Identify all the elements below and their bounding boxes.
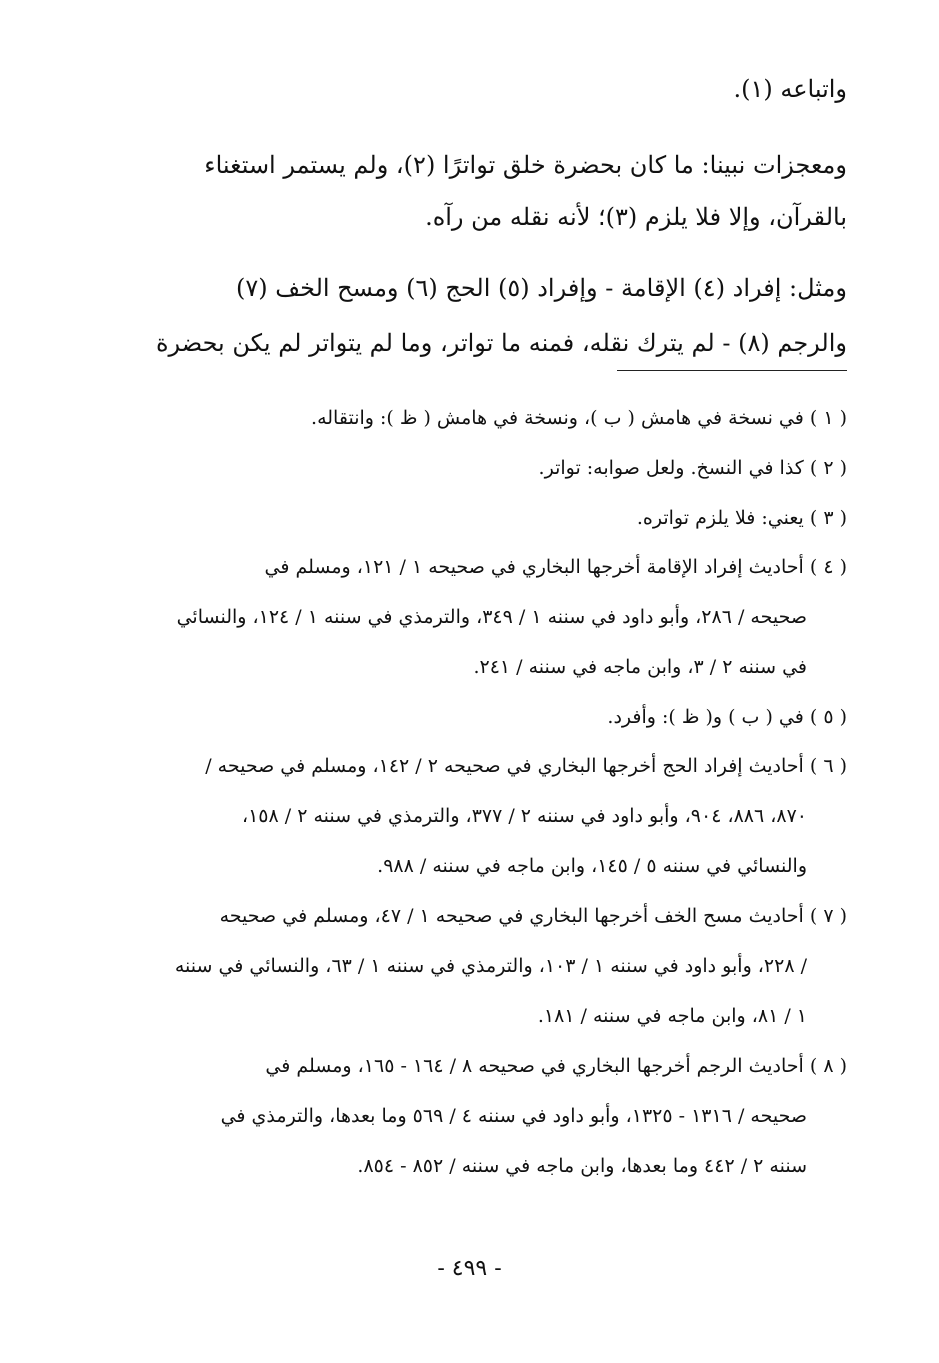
main-text-line: بالقرآن، وإلا فلا يلزم (٣)؛ لأنه نقله من رآه. [425, 203, 847, 231]
footnote-8-continuation: سننه ٢ / ٤٤٢ وما بعدها، وابن ماجه في سننه / ٨٥٢ - ٨٥٤. [357, 1155, 807, 1177]
main-text-line: واتباعه (١). [733, 75, 847, 103]
footnote-3: ( ٣ ) يعني: فلا يلزم تواتره. [636, 507, 847, 529]
footnote-8-continuation: صحيحه / ١٣١٦ - ١٣٢٥، وأبو داود في سننه ٤ / ٥٦٩ وما بعدها، والترمذي في [220, 1105, 807, 1127]
main-text-line: ومثل: إفراد (٤) الإقامة - وإفراد (٥) الحج (٦) ومسح الخف (٧) [235, 274, 847, 302]
main-text-line: والرجم (٨) - لم يترك نقله، فمنه ما تواتر، وما لم يتواتر لم يكن بحضرة [155, 329, 847, 357]
footnote-4: ( ٤ ) أحاديث إفراد الإقامة أخرجها البخاري في صحيحه ١ / ١٢١، ومسلم في [264, 556, 847, 578]
footnote-7-continuation: ١ / ٨١، وابن ماجه في سننه / ١٨١. [537, 1005, 807, 1027]
footnote-4-continuation: صحيحه / ٢٨٦، وأبو داود في سننه ١ / ٣٤٩، والترمذي في سننه ١ / ١٢٤، والنسائي [176, 606, 807, 628]
footnote-divider [617, 370, 847, 371]
footnote-1: ( ١ ) في نسخة في هامش ( ب )، ونسخة في هامش ( ظ ): وانتقاله. [311, 407, 847, 429]
footnote-6-continuation: والنسائي في سننه ٥ / ١٤٥، وابن ماجه في سننه / ٩٨٨. [377, 855, 807, 877]
footnote-6-continuation: ٨٧٠، ٨٨٦، ٩٠٤، وأبو داود في سننه ٢ / ٣٧٧، والترمذي في سننه ٢ / ١٥٨، [241, 805, 807, 827]
footnote-2: ( ٢ ) كذا في النسخ. ولعل صوابه: تواتر. [538, 457, 847, 479]
footnote-7: ( ٧ ) أحاديث مسح الخف أخرجها البخاري في صحيحه ١ / ٤٧، ومسلم في صحيحه [219, 905, 847, 927]
footnote-5: ( ٥ ) في ( ب ) و( ظ ): وأفرد. [607, 706, 847, 728]
footnote-6: ( ٦ ) أحاديث إفراد الحج أخرجها البخاري في صحيحه ٢ / ١٤٢، ومسلم في صحيحه / [205, 755, 847, 777]
footnote-7-continuation: / ٢٢٨، وأبو داود في سننه ١ / ١٠٣، والترمذي في سننه ١ / ٦٣، والنسائي في سننه [174, 955, 807, 977]
main-text-line: ومعجزات نبينا: ما كان بحضرة خلق تواترًا (٢)، ولم يستمر استغناء [204, 151, 847, 179]
footnote-8: ( ٨ ) أحاديث الرجم أخرجها البخاري في صحيحه ٨ / ١٦٤ - ١٦٥، ومسلم في [265, 1055, 847, 1077]
footnote-4-continuation: في سننه ٢ / ٣، وابن ماجه في سننه / ٢٤١. [473, 656, 807, 678]
page-number: - ٤٩٩ - [437, 1256, 502, 1281]
